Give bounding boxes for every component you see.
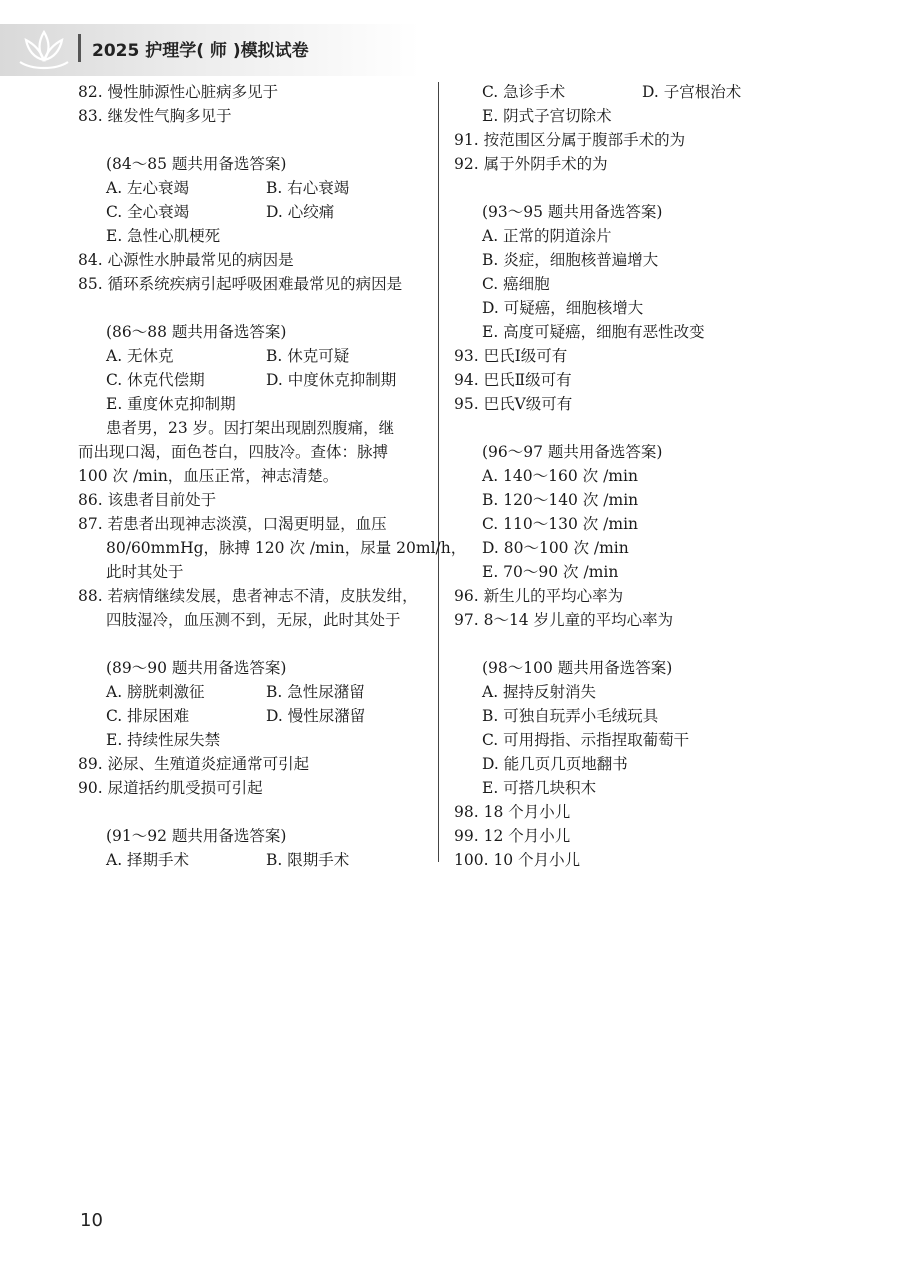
option-e: E. 急性心肌梗死 (106, 227, 221, 245)
left-column (78, 80, 467, 872)
spacer (454, 416, 834, 440)
question-83: 83. 继发性气胸多见于 (78, 107, 232, 125)
group-heading-93-95: (93～95 题共用备选答案) (482, 203, 663, 221)
option-c: C. 110～130 次 /min (482, 515, 639, 533)
option-d: D. 能几页几页地翻书 (482, 755, 628, 773)
option-b: B. 休克可疑 (266, 347, 350, 365)
question-86: 86. 该患者目前处于 (78, 491, 217, 509)
option-e: E. 可搭几块积木 (482, 779, 597, 797)
option-b: B. 右心衰竭 (266, 179, 350, 197)
group-heading-89-90: (89～90 题共用备选答案) (106, 659, 287, 677)
option-a: A. 左心衰竭 (106, 179, 190, 197)
option-e: E. 70～90 次 /min (482, 563, 619, 581)
option-d: D. 心绞痛 (266, 203, 335, 221)
option-a: A. 140～160 次 /min (482, 467, 638, 485)
spacer (78, 296, 430, 320)
option-row (78, 200, 430, 224)
option-row (78, 176, 430, 200)
question-93: 93. 巴氏Ⅰ级可有 (454, 347, 568, 365)
option-a: A. 正常的阴道涂片 (482, 227, 612, 245)
question-100: 100. 10 个月小儿 (454, 851, 581, 869)
option-b: B. 急性尿潴留 (266, 683, 365, 701)
option-c: C. 排尿困难 (106, 707, 190, 725)
option-row (78, 704, 430, 728)
option-d: D. 子宫根治术 (642, 83, 742, 101)
page-number: 10 (80, 1210, 103, 1231)
running-header-title: 2025 护理学( 师 )模拟试卷 (92, 41, 309, 61)
question-99: 99. 12 个月小儿 (454, 827, 571, 845)
option-c: C. 急诊手术 (482, 83, 566, 101)
question-91: 91. 按范围区分属于腹部手术的为 (454, 131, 686, 149)
group-heading-96-97: (96～97 题共用备选答案) (482, 443, 663, 461)
option-e: E. 持续性尿失禁 (106, 731, 221, 749)
case-text: 而出现口渴，面色苍白，四肢冷。查体：脉搏 (78, 443, 389, 461)
option-b: B. 炎症，细胞核普遍增大 (482, 251, 659, 269)
option-d: D. 中度休克抑制期 (266, 371, 397, 389)
question-97: 97. 8～14 岁儿童的平均心率为 (454, 611, 674, 629)
option-b: B. 限期手术 (266, 851, 350, 869)
option-row (78, 344, 430, 368)
option-d: D. 可疑癌，细胞核增大 (482, 299, 644, 317)
option-e: E. 重度休克抑制期 (106, 395, 236, 413)
option-a: A. 择期手术 (106, 851, 190, 869)
option-a: A. 握持反射消失 (482, 683, 597, 701)
question-87: 87. 若患者出现神志淡漠，口渴更明显，血压 (78, 515, 387, 533)
option-e: E. 阴式子宫切除术 (482, 107, 612, 125)
case-text: 100 次 /min，血压正常，神志清楚。 (78, 467, 339, 485)
option-c: C. 癌细胞 (482, 275, 550, 293)
group-heading-84-85: (84～85 题共用备选答案) (106, 155, 287, 173)
option-d: D. 80～100 次 /min (482, 539, 629, 557)
question-92: 92. 属于外阴手术的为 (454, 155, 608, 173)
question-82: 82. 慢性肺源性心脏病多见于 (78, 83, 279, 101)
group-heading-91-92: (91～92 题共用备选答案) (106, 827, 287, 845)
question-89: 89. 泌尿、生殖道炎症通常可引起 (78, 755, 310, 773)
question-88-cont: 四肢湿冷，血压测不到，无尿，此时其处于 (106, 611, 401, 629)
question-95: 95. 巴氏Ⅴ级可有 (454, 395, 573, 413)
question-90: 90. 尿道括约肌受损可引起 (78, 779, 263, 797)
spacer (78, 128, 430, 152)
question-87-cont: 80/60mmHg，脉搏 120 次 /min，尿量 20ml/h， (106, 539, 467, 557)
option-c: C. 可用拇指、示指捏取葡萄干 (482, 731, 690, 749)
option-row (78, 848, 430, 872)
option-c: C. 全心衰竭 (106, 203, 190, 221)
right-column (454, 80, 834, 872)
header-accent-bar (78, 34, 81, 62)
column-divider (438, 82, 439, 862)
spacer (78, 800, 430, 824)
spacer (454, 632, 834, 656)
case-text: 患者男，23 岁。因打架出现剧烈腹痛，继 (106, 419, 395, 437)
option-row (78, 680, 430, 704)
group-heading-98-100: (98～100 题共用备选答案) (482, 659, 673, 677)
question-96: 96. 新生儿的平均心率为 (454, 587, 624, 605)
question-84: 84. 心源性水肿最常见的病因是 (78, 251, 294, 269)
option-a: A. 膀胱刺激征 (106, 683, 205, 701)
option-row (454, 80, 834, 104)
question-94: 94. 巴氏Ⅱ级可有 (454, 371, 572, 389)
option-d: D. 慢性尿潴留 (266, 707, 366, 725)
option-b: B. 120～140 次 /min (482, 491, 639, 509)
question-98: 98. 18 个月小儿 (454, 803, 571, 821)
option-row (78, 368, 430, 392)
question-88: 88. 若病情继续发展，患者神志不清，皮肤发绀， (78, 587, 418, 605)
option-a: A. 无休克 (106, 347, 174, 365)
question-85: 85. 循环系统疾病引起呼吸困难最常见的病因是 (78, 275, 403, 293)
question-87-cont: 此时其处于 (106, 563, 184, 581)
spacer (78, 632, 430, 656)
option-e: E. 高度可疑癌，细胞有恶性改变 (482, 323, 705, 341)
lotus-logo-icon (12, 24, 76, 74)
group-heading-86-88: (86～88 题共用备选答案) (106, 323, 287, 341)
option-b: B. 可独自玩弄小毛绒玩具 (482, 707, 659, 725)
spacer (454, 176, 834, 200)
option-c: C. 休克代偿期 (106, 371, 205, 389)
